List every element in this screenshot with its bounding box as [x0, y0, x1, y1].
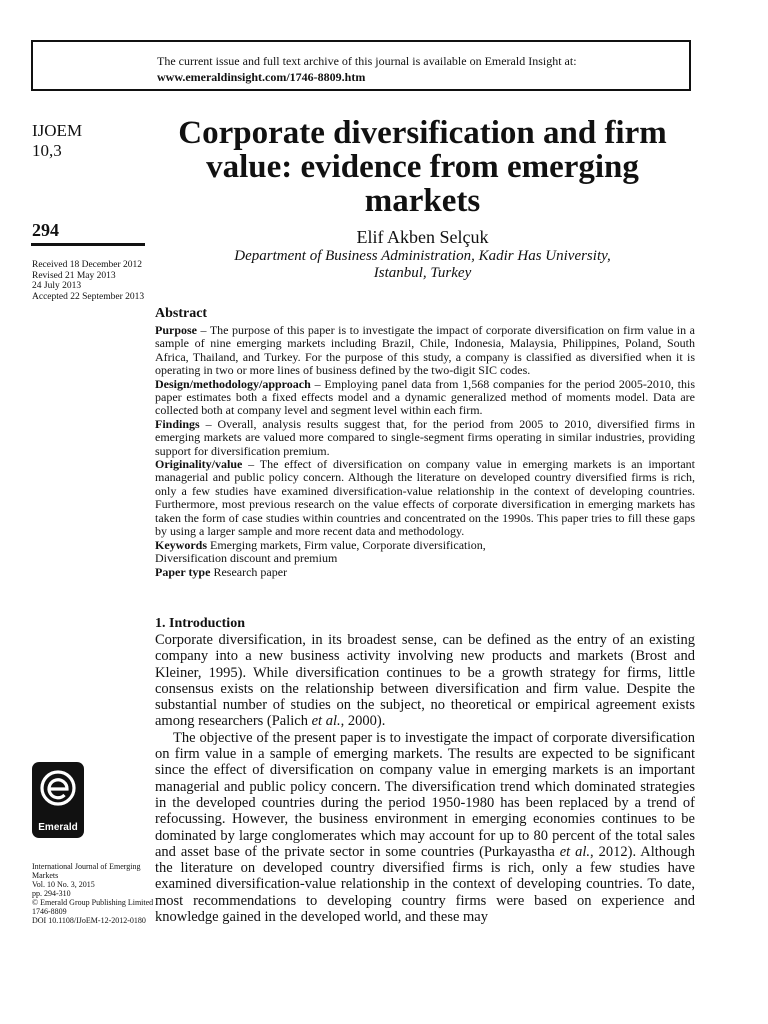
design-label: Design/methodology/approach	[155, 376, 311, 391]
journal-abbrev: IJOEM	[32, 121, 83, 140]
footnote-line: Vol. 10 No. 3, 2015	[32, 880, 95, 889]
footnote-line: DOI 10.1108/IJoEM-12-2012-0180	[32, 916, 146, 925]
originality-text: – The effect of diversification on company value in emerging markets is an important managerial and public policy concern. Although the literature on developed country diversified firms is rich, only a few studies have examined diversification-value relationship in the context of developing countries. Furthermore, most previous research on the value effects of corporate diversification in emerging markets has taken the form of case studies within countries and concentrated on the 1990s. This paper tries to fill these gaps by using a larger sample and more recent data and methodology.	[155, 457, 695, 539]
paper-type-label: Paper type	[155, 565, 211, 580]
paragraph-text: , 2000).	[340, 713, 386, 730]
design-text: – Employing panel data from 1,568 companies for the period 2005-2010, this paper estimates both a fixed effects model and a dynamic generalized method of moments model. Data are collected both at company level and segment level within each firm.	[155, 376, 695, 418]
abstract-body	[155, 324, 695, 580]
journal-volume-issue: 10,3	[32, 141, 62, 160]
introduction-body	[155, 632, 695, 925]
footnote-line: pp. 294-310	[32, 889, 71, 898]
journal-url-link[interactable]: www.emeraldinsight.com/1746-8809.htm	[157, 70, 366, 84]
article-title: Corporate diversification and firm value: evidence from emerging markets	[178, 115, 667, 219]
citation-etal: et al.	[559, 843, 591, 860]
affiliation-line: Department of Business Administration, Kadir Has University,	[234, 248, 611, 264]
footnote-line: International Journal of Emerging	[32, 862, 141, 871]
purpose-text: – The purpose of this paper is to investigate the impact of corporate diversification on firm value in a sample of nine emerging markets including Brazil, Chile, Indonesia, Malaysia, Philippines, Poland, South Africa, Thailand, and Turkey. For the purpose of this study, a company is classified as diversified when it is operating in two or more lines of business defined by the two-digit SIC codes.	[155, 323, 695, 378]
divider	[31, 243, 145, 246]
revised-date: Revised 21 May 2013	[32, 270, 116, 281]
abstract-purpose	[155, 324, 695, 378]
page-number: 294	[32, 220, 59, 240]
logo-wordmark: Emerald	[38, 822, 78, 833]
emerald-logo	[32, 762, 84, 838]
footnote-line: 1746-8809	[32, 907, 67, 916]
purpose-label: Purpose	[155, 323, 197, 337]
notice-text: The current issue and full text archive of this journal is available on Emerald Insight at:	[157, 54, 577, 68]
abstract-design	[155, 378, 695, 418]
affiliation-line: Istanbul, Turkey	[373, 265, 472, 281]
footnote-line: © Emerald Group Publishing Limited	[32, 898, 154, 907]
paragraph	[155, 632, 695, 730]
findings-label: Findings	[155, 416, 200, 431]
paragraph-text: The objective of the present paper is to investigate the impact of corporate diversification on firm value in a sample of emerging markets. The results are expected to be significant since the effect of diversification on company value in emerging markets is an important managerial and public policy concern. The diversification trend which dominated strategies in the developed countries during the period 1950-1980 has been replaced by a trend of refocussing. However, the business environment in emerging economies continues to be dominated by large conglomerates which may account for up to 80 percent of the total sales and asset base of the private sector in some countries (Purkayastha	[155, 729, 695, 860]
abstract-originality	[155, 458, 695, 538]
author-affiliation	[150, 248, 695, 282]
abstract-findings	[155, 418, 695, 458]
journal-code	[32, 121, 82, 161]
findings-text: – Overall, analysis results suggest that, for the period from 2005 to 2010, diversified firms in emerging markets are valued more compared to single-segment firms operating in similar industries, providing support for diversification premium.	[155, 416, 695, 458]
journal-access-notice	[31, 40, 691, 91]
citation-etal: et al.	[311, 713, 341, 730]
keywords-text: Emerging markets, Firm value, Corporate diversification,	[207, 537, 486, 552]
abstract-paper-type	[155, 566, 695, 579]
paper-type-text: Research paper	[210, 565, 288, 580]
emerald-e-icon	[38, 768, 78, 808]
keywords-text-2: Diversification discount and premium	[155, 550, 338, 565]
paragraph-text: , 2012). Although the literature on developed country diversified firms is rich, only a few studies have examined diversification-value relationship in the context of developing countries. To date, most recommendations to developing country firms were based on experience and knowledge gained in the developed world, and these may	[155, 843, 695, 926]
received-date: Received 18 December 2012	[32, 260, 142, 270]
paragraph-text: Corporate diversification, in its broadest sense, can be defined as the entry of an existing company into a new business activity involving new products and markets (Brost and Kleiner, 1995). While diversification continues to be a growth strategy for firms, little consensus exists on the relationship between diversification and firm value. Despite the substantial number of studies on the subject, no theoretical or empirical agreement exists among researchers (Palich	[155, 632, 695, 730]
author-name: Elif Akben Selçuk	[356, 227, 489, 247]
journal-footnote	[32, 862, 154, 925]
section-heading: 1. Introduction	[155, 616, 245, 631]
accepted-date: Accepted 22 September 2013	[32, 291, 145, 302]
footnote-line: Markets	[32, 871, 59, 880]
originality-label: Originality/value	[155, 457, 243, 472]
keywords-label: Keywords	[155, 537, 207, 552]
abstract-heading: Abstract	[155, 306, 208, 321]
revised-date-2: 24 July 2013	[32, 281, 82, 291]
paragraph	[155, 730, 695, 926]
abstract-keywords	[155, 539, 695, 566]
article-history-dates	[32, 260, 144, 302]
